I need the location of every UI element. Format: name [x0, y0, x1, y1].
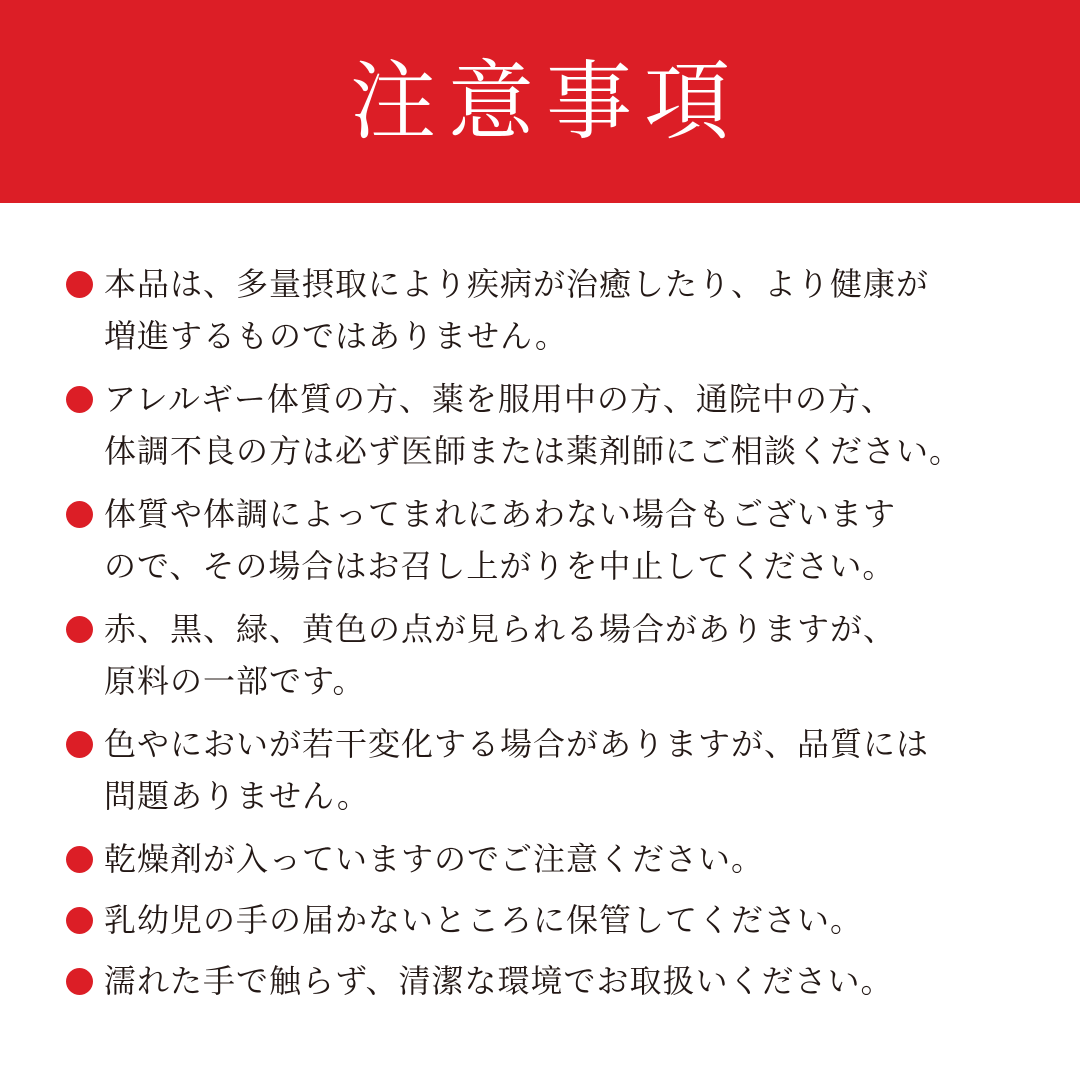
note-line: 色やにおいが若干変化する場合がありますが、品質には [104, 725, 930, 763]
note-line: 体質や体調によってまれにあわない場合もございます [104, 495, 897, 533]
list-item [66, 373, 1056, 477]
red-dot-icon [66, 968, 93, 995]
red-dot-icon [66, 501, 93, 528]
note-line: 原料の一部です。 [104, 662, 366, 700]
red-dot-icon [66, 731, 93, 758]
list-item [66, 488, 1056, 592]
note-line: 濡れた手で触らず、清潔な環境でお取扱いください。 [104, 962, 894, 1000]
list-item [66, 894, 1056, 946]
note-line: 問題ありません。 [104, 777, 370, 815]
list-item [66, 833, 1056, 885]
header-banner [0, 0, 1080, 203]
list-item [66, 718, 1056, 822]
note-line: 体調不良の方は必ず医師または薬剤師にご相談ください。 [104, 432, 963, 470]
red-dot-icon [66, 907, 93, 934]
note-line: 本品は、多量摂取により疾病が治癒したり、より健康が [104, 265, 930, 303]
red-dot-icon [66, 846, 93, 873]
note-line: 乾燥剤が入っていますのでご注意ください。 [104, 840, 765, 878]
note-line: ので、その場合はお召し上がりを中止してください。 [104, 547, 896, 585]
red-dot-icon [66, 386, 93, 413]
precautions-list [66, 258, 1056, 1007]
list-item [66, 603, 1056, 707]
list-item [66, 258, 1056, 362]
red-dot-icon [66, 616, 93, 643]
note-line: 増進するものではありません。 [104, 317, 568, 355]
note-line: 乳幼児の手の届かないところに保管してください。 [104, 901, 864, 939]
page-title: 注意事項 [350, 51, 742, 152]
list-item [66, 955, 1056, 1007]
note-line: 赤、黒、緑、黄色の点が見られる場合がありますが、 [104, 610, 897, 648]
red-dot-icon [66, 271, 93, 298]
note-line: アレルギー体質の方、薬を服用中の方、通院中の方、 [104, 380, 894, 418]
